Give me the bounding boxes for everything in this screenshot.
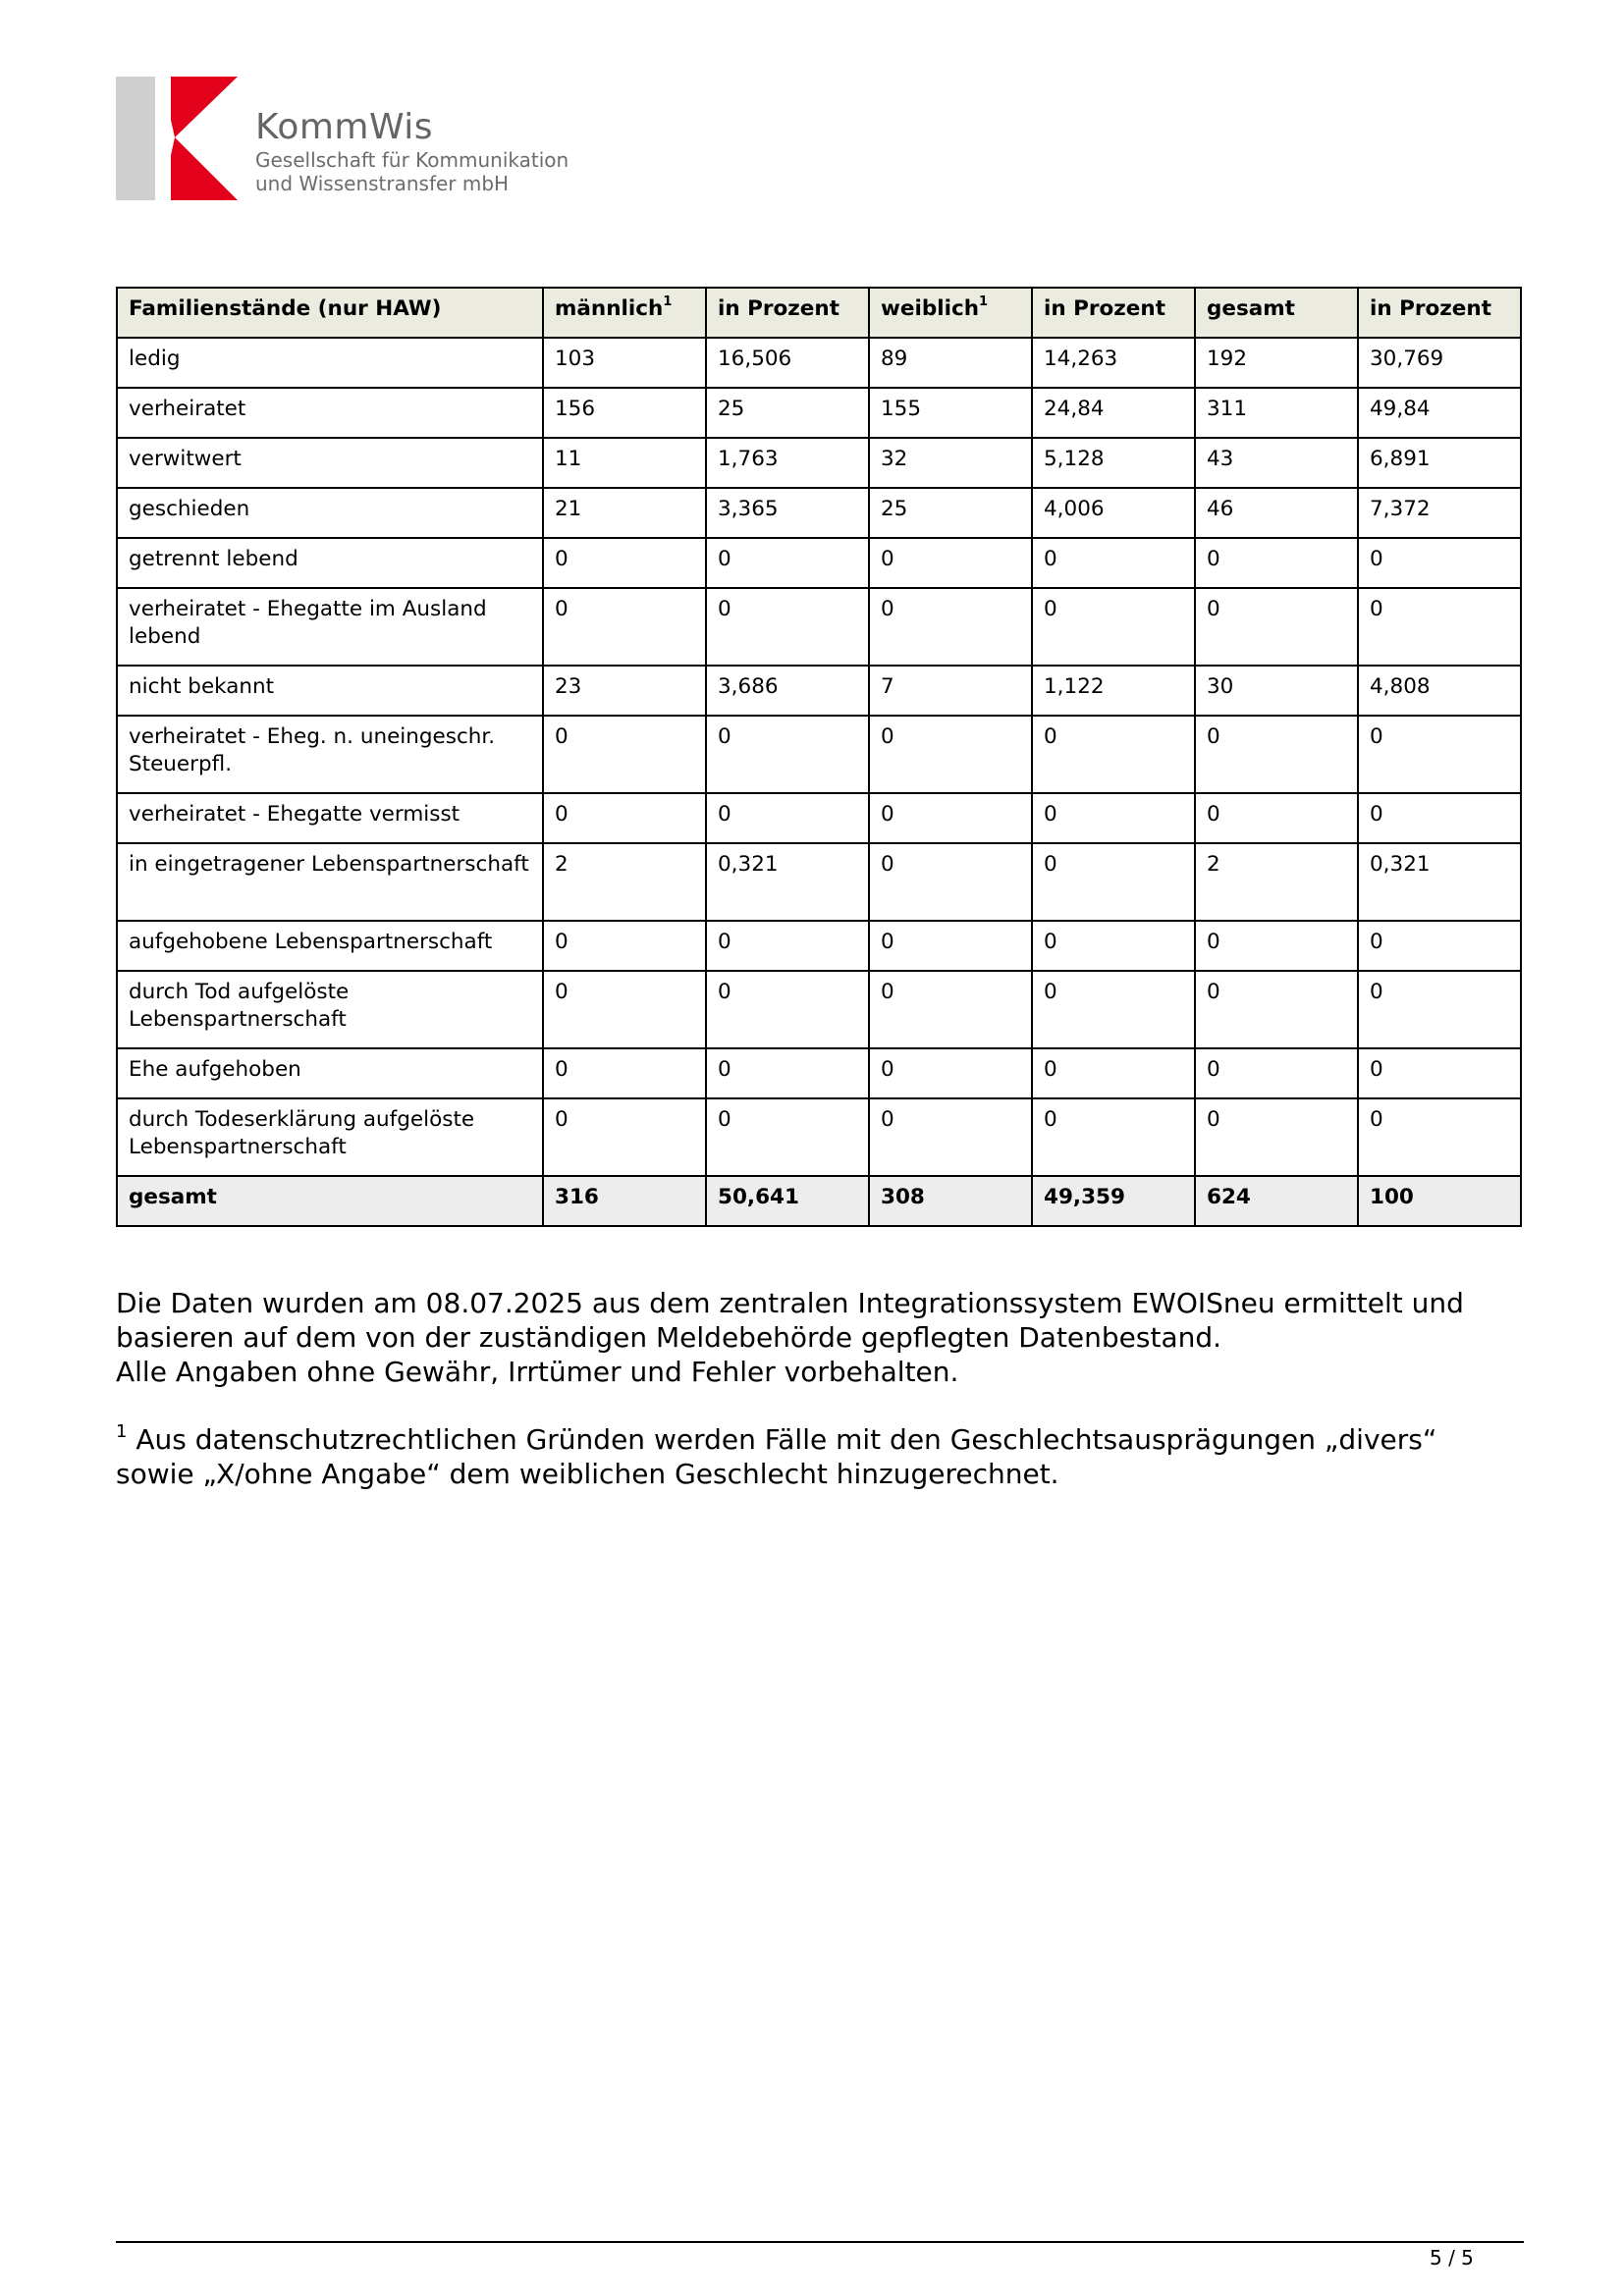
header-maennlich: männlich$^1$ — [543, 288, 706, 338]
table-cell: 0 — [1032, 1098, 1195, 1176]
notes-section — [116, 1286, 1530, 1491]
table-cell: 0 — [1358, 1098, 1521, 1176]
header-weiblich: weiblich$^1$ — [869, 288, 1032, 338]
table-cell: 49,84 — [1358, 388, 1521, 438]
table-cell: 103 — [543, 338, 706, 388]
table-cell: 0 — [543, 793, 706, 843]
table-cell: 0 — [1358, 588, 1521, 666]
table-cell: 0 — [1032, 793, 1195, 843]
table-cell: 0 — [1358, 793, 1521, 843]
table-cell: 0 — [543, 971, 706, 1048]
header-prozent-weiblich: in Prozent — [1032, 288, 1195, 338]
table-cell: 4,006 — [1032, 488, 1195, 538]
footer-divider — [116, 2241, 1524, 2243]
table-cell: 11 — [543, 438, 706, 488]
table-cell: verheiratet - Ehegatte vermisst — [117, 793, 543, 843]
table-cell: 100 — [1358, 1176, 1521, 1226]
table-row — [117, 666, 1521, 716]
table-cell: 0 — [1358, 716, 1521, 793]
table-cell: verheiratet - Ehegatte im Ausland lebend — [117, 588, 543, 666]
table-cell: Ehe aufgehoben — [117, 1048, 543, 1098]
table-cell: aufgehobene Lebenspartnerschaft — [117, 921, 543, 971]
table-row — [117, 488, 1521, 538]
table-cell: 1,122 — [1032, 666, 1195, 716]
table-cell: 24,84 — [1032, 388, 1195, 438]
table-cell: 25 — [869, 488, 1032, 538]
table-cell: 0 — [706, 716, 869, 793]
table-cell: 0 — [869, 716, 1032, 793]
table-cell: 21 — [543, 488, 706, 538]
table-cell: verheiratet - Eheg. n. uneingeschr. Steuerpfl. — [117, 716, 543, 793]
table-cell: 7,372 — [1358, 488, 1521, 538]
table-cell: in eingetragener Lebenspartnerschaft — [117, 843, 543, 921]
table-row — [117, 388, 1521, 438]
table-cell: 0 — [1195, 793, 1358, 843]
table-cell: 308 — [869, 1176, 1032, 1226]
table-cell: 0 — [706, 921, 869, 971]
table-cell: 30,769 — [1358, 338, 1521, 388]
table-cell: 14,263 — [1032, 338, 1195, 388]
table-cell: 156 — [543, 388, 706, 438]
logo-wordmark — [255, 108, 568, 194]
table-cell: 7 — [869, 666, 1032, 716]
table-cell: 43 — [1195, 438, 1358, 488]
table-cell: 192 — [1195, 338, 1358, 388]
table-header-row — [117, 288, 1521, 338]
table-row — [117, 538, 1521, 588]
table-cell: 0 — [1032, 843, 1195, 921]
table-cell: 0 — [1358, 538, 1521, 588]
table-cell: 0 — [1195, 716, 1358, 793]
table-cell: 0 — [1032, 538, 1195, 588]
logo-subtitle-1: Gesellschaft für Kommunikation — [255, 148, 569, 172]
table-row — [117, 1098, 1521, 1176]
table-cell: 0 — [1032, 1048, 1195, 1098]
footnote-mark: 1 — [116, 1421, 128, 1442]
table-cell: 316 — [543, 1176, 706, 1226]
logo-subtitle-2: und Wissenstransfer mbH — [255, 172, 510, 195]
table-cell: geschieden — [117, 488, 543, 538]
table-cell: 4,808 — [1358, 666, 1521, 716]
table-cell: 0,321 — [706, 843, 869, 921]
header-prozent-gesamt: in Prozent — [1358, 288, 1521, 338]
table-cell: 2 — [543, 843, 706, 921]
table-total-row — [117, 1176, 1521, 1226]
table-row — [117, 843, 1521, 921]
table-cell: 0 — [706, 1048, 869, 1098]
table-cell: 2 — [1195, 843, 1358, 921]
table-cell: 1,763 — [706, 438, 869, 488]
table-cell: 0 — [1195, 1048, 1358, 1098]
table-cell: 50,641 — [706, 1176, 869, 1226]
table-cell: 0 — [1195, 538, 1358, 588]
table-cell: 0 — [869, 538, 1032, 588]
table-cell: 0,321 — [1358, 843, 1521, 921]
table-cell: durch Tod aufgelöste Lebenspartnerschaft — [117, 971, 543, 1048]
table-cell: 0 — [1195, 1098, 1358, 1176]
table-cell: 0 — [706, 793, 869, 843]
table-cell: 155 — [869, 388, 1032, 438]
notes-line: basieren auf dem von der zuständigen Meldebehörde gepflegten Datenbestand. — [116, 1321, 1222, 1354]
marital-status-table — [116, 287, 1522, 1227]
table-cell: 0 — [1358, 921, 1521, 971]
table-cell: 3,686 — [706, 666, 869, 716]
table-cell: getrennt lebend — [117, 538, 543, 588]
table-cell: 30 — [1195, 666, 1358, 716]
table-row — [117, 1048, 1521, 1098]
table-cell: ledig — [117, 338, 543, 388]
table-cell: 0 — [1358, 971, 1521, 1048]
table-cell: 49,359 — [1032, 1176, 1195, 1226]
table-cell: 25 — [706, 388, 869, 438]
header-gesamt: gesamt — [1195, 288, 1358, 338]
table-cell: 0 — [1358, 1048, 1521, 1098]
table-cell: 0 — [706, 971, 869, 1048]
table-cell: 16,506 — [706, 338, 869, 388]
footnote-mark: 1 — [663, 294, 673, 309]
table-cell: verheiratet — [117, 388, 543, 438]
table-row — [117, 971, 1521, 1048]
footnote — [116, 1422, 1530, 1457]
page-number: 5 / 5 — [1430, 2246, 1474, 2269]
table-cell: 0 — [543, 716, 706, 793]
table-cell: 0 — [543, 1048, 706, 1098]
table-cell: 0 — [1032, 971, 1195, 1048]
table-cell: 624 — [1195, 1176, 1358, 1226]
footnote-line: sowie „X/ohne Angabe“ dem weiblichen Geschlecht hinzugerechnet. — [116, 1458, 1059, 1490]
table-row — [117, 716, 1521, 793]
table-cell: 311 — [1195, 388, 1358, 438]
table-cell: 46 — [1195, 488, 1358, 538]
table-cell: 0 — [543, 588, 706, 666]
table-cell: 0 — [1195, 971, 1358, 1048]
table-cell: 6,891 — [1358, 438, 1521, 488]
table-cell: 0 — [869, 793, 1032, 843]
table-cell: 0 — [706, 538, 869, 588]
table-row — [117, 338, 1521, 388]
table-cell: 0 — [869, 1048, 1032, 1098]
table-cell: 0 — [869, 921, 1032, 971]
table-cell: 0 — [1195, 921, 1358, 971]
notes-line: Alle Angaben ohne Gewähr, Irrtümer und Fehler vorbehalten. — [116, 1356, 959, 1388]
header-familienstaende: Familienstände (nur HAW) — [117, 288, 543, 338]
table-cell: 5,128 — [1032, 438, 1195, 488]
table-cell: 3,365 — [706, 488, 869, 538]
table-cell: 0 — [543, 921, 706, 971]
table-cell: 23 — [543, 666, 706, 716]
table-cell: 0 — [1195, 588, 1358, 666]
table-cell: 32 — [869, 438, 1032, 488]
notes-gap — [116, 1389, 1530, 1422]
table-row — [117, 921, 1521, 971]
logo-name: KommWis — [255, 107, 434, 147]
table-cell: 0 — [869, 843, 1032, 921]
table-cell: 0 — [869, 588, 1032, 666]
table-cell: 0 — [706, 1098, 869, 1176]
kommwis-logo-mark-icon — [116, 77, 238, 200]
table-row — [117, 588, 1521, 666]
table-cell: 0 — [1032, 921, 1195, 971]
table-cell: 0 — [1032, 588, 1195, 666]
footnote-mark: 1 — [979, 294, 989, 309]
kommwis-logo — [116, 77, 585, 202]
table-cell: nicht bekannt — [117, 666, 543, 716]
table-cell: 0 — [1032, 716, 1195, 793]
footnote-text: Aus datenschutzrechtlichen Gründen werden Fälle mit den Geschlechtsausprägungen „divers“ — [127, 1423, 1437, 1456]
table-row — [117, 438, 1521, 488]
table-cell: 0 — [869, 1098, 1032, 1176]
table-cell: durch Todeserklärung aufgelöste Lebenspartnerschaft — [117, 1098, 543, 1176]
notes-line: Die Daten wurden am 08.07.2025 aus dem zentralen Integrationssystem EWOISneu ermittelt und — [116, 1287, 1464, 1319]
table-cell: 0 — [543, 538, 706, 588]
table-cell: 89 — [869, 338, 1032, 388]
header-prozent-maennlich: in Prozent — [706, 288, 869, 338]
table-cell: verwitwert — [117, 438, 543, 488]
table-cell: gesamt — [117, 1176, 543, 1226]
table-row — [117, 793, 1521, 843]
table-cell: 0 — [706, 588, 869, 666]
table-cell: 0 — [543, 1098, 706, 1176]
table-cell: 0 — [869, 971, 1032, 1048]
